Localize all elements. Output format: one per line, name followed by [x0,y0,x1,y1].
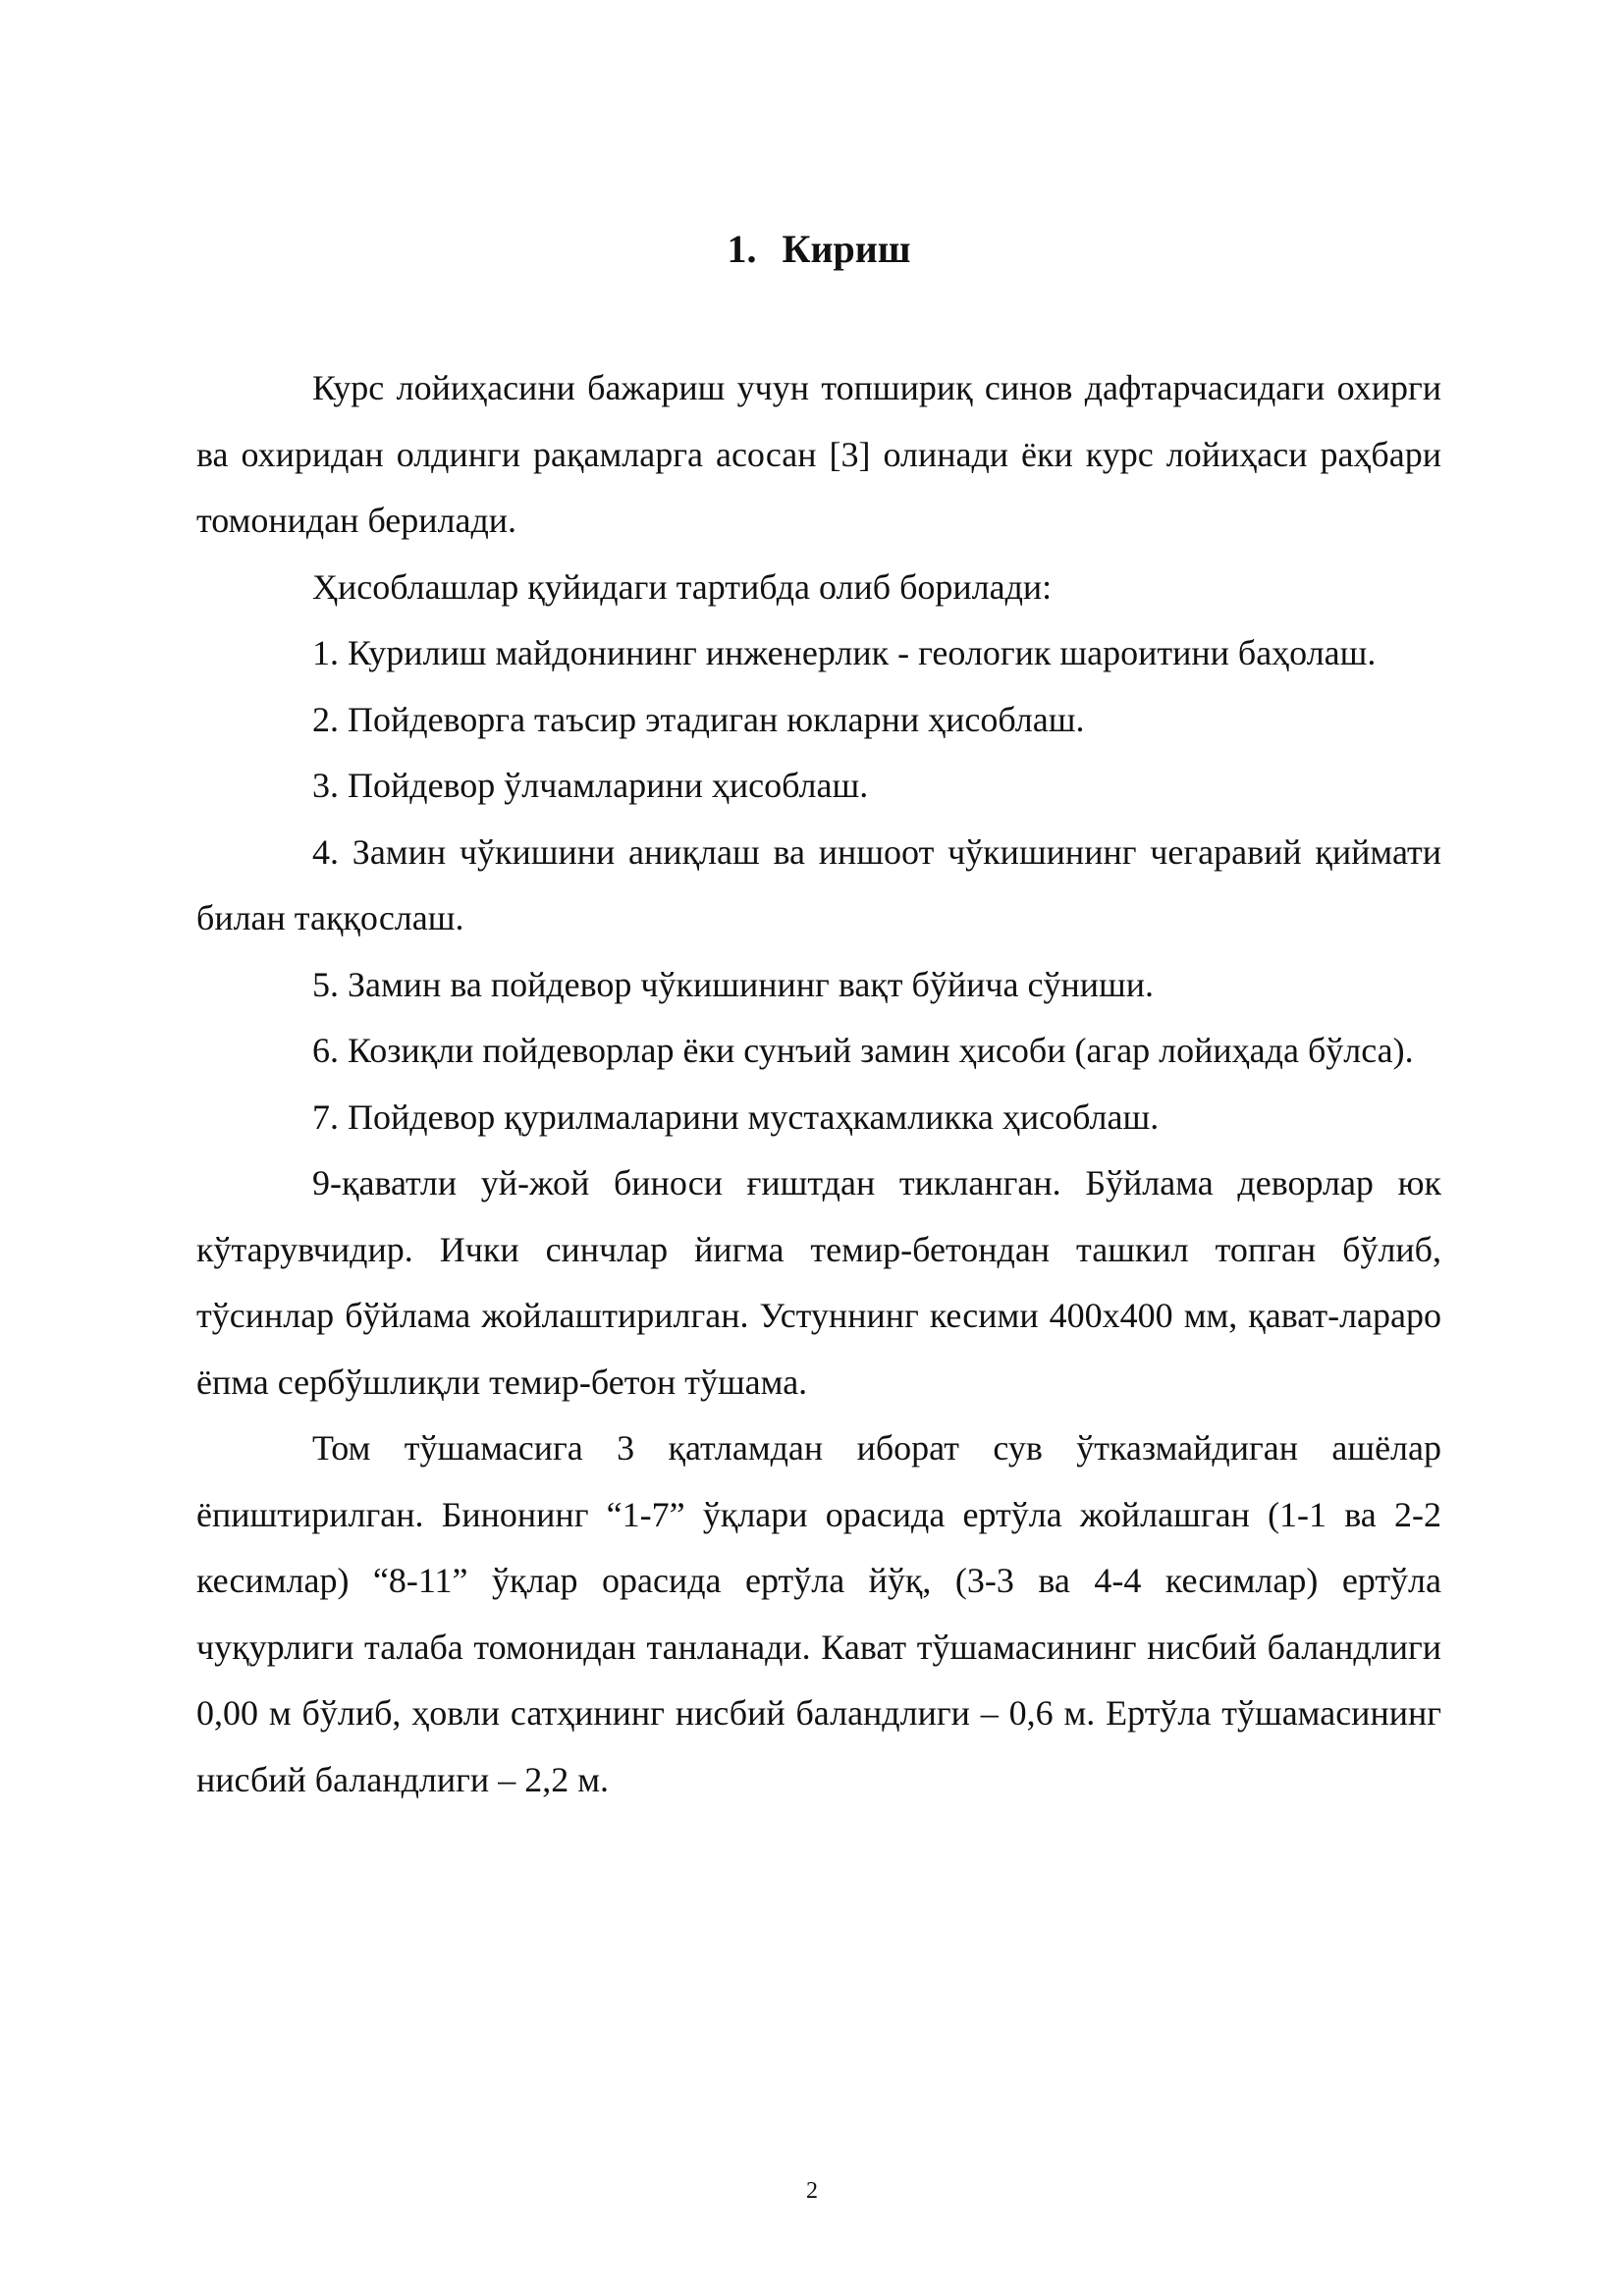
section-heading [196,220,1441,279]
list-item-7: 7. Пойдевор қурилмаларини мустаҳкамликка ҳисоблаш. [312,1096,1160,1137]
list-item-1: 1. Курилиш майдонининг инженерлик - геологик шароитини баҳолаш. [312,633,1377,672]
section-number: 1. [727,227,757,271]
paragraph-order: Ҳисоблашлар қуйидаги тартибда олиб борилади: [312,566,1053,607]
page-number: 2 [806,2178,818,2204]
section-title: Кириш [782,227,911,271]
list-item-3: 3. Пойдевор ўлчамларини ҳисоблаш. [312,766,869,805]
paragraph-intro: Курс лойиҳасини бажариш учун топшириқ синов дафтарчасидаги охирги ва охиридан олдинги рақамларга асосан [3] олинади ёки курс лойиҳаси раҳбари томонидан берилади. [196,368,1441,540]
list-item-6: 6. Козиқли пойдеворлар ёки сунъий замин ҳисоби (агар лойиҳада бўлса). [312,1031,1414,1070]
body-text [196,355,1441,1813]
paragraph-roof: Том тўшамасига 3 қатламдан иборат сув ўтказмайдиган ашёлар ёпиштирилган. Бинонинг “1-7” ўқлари орасида ертўла жойлашган (1-1 ва 2-2 кесимлар) “8-11” ўқлар орасида ертўла йўқ, (3-3 ва 4-4 кесимлар) ертўла чуқурлиги талаба томонидан танланади. Кават тўшамасининг нисбий баландлиги 0,00 м бўлиб, ҳовли сатҳининг нисбий баландлиги – 0,6 м. Ертўла тўшамасининг нисбий баландлиги – 2,2 м. [196,1428,1441,1799]
list-item-4: 4. Замин чўкишини аниқлаш ва иншоот чўкишининг чегаравий қиймати билан таққослаш. [196,831,1441,937]
paragraph-building: 9-қаватли уй-жой биноси ғиштдан тикланган. Бўйлама деворлар юк кўтарувчидир. Ички синчлар йигма темир-бетондан ташкил топган бўлиб, тўсинлар бўйлама жойлаштирилган. Устуннинг кесими 400х400 мм, қават-лараро ёпма сербўшлиқли темир-бетон тўшама. [196,1163,1441,1402]
list-item-2: 2. Пойдеворга таъсир этадиган юкларни ҳисоблаш. [312,699,1085,739]
list-item-5: 5. Замин ва пойдевор чўкишининг вақт бўйича сўниши. [312,964,1154,1004]
